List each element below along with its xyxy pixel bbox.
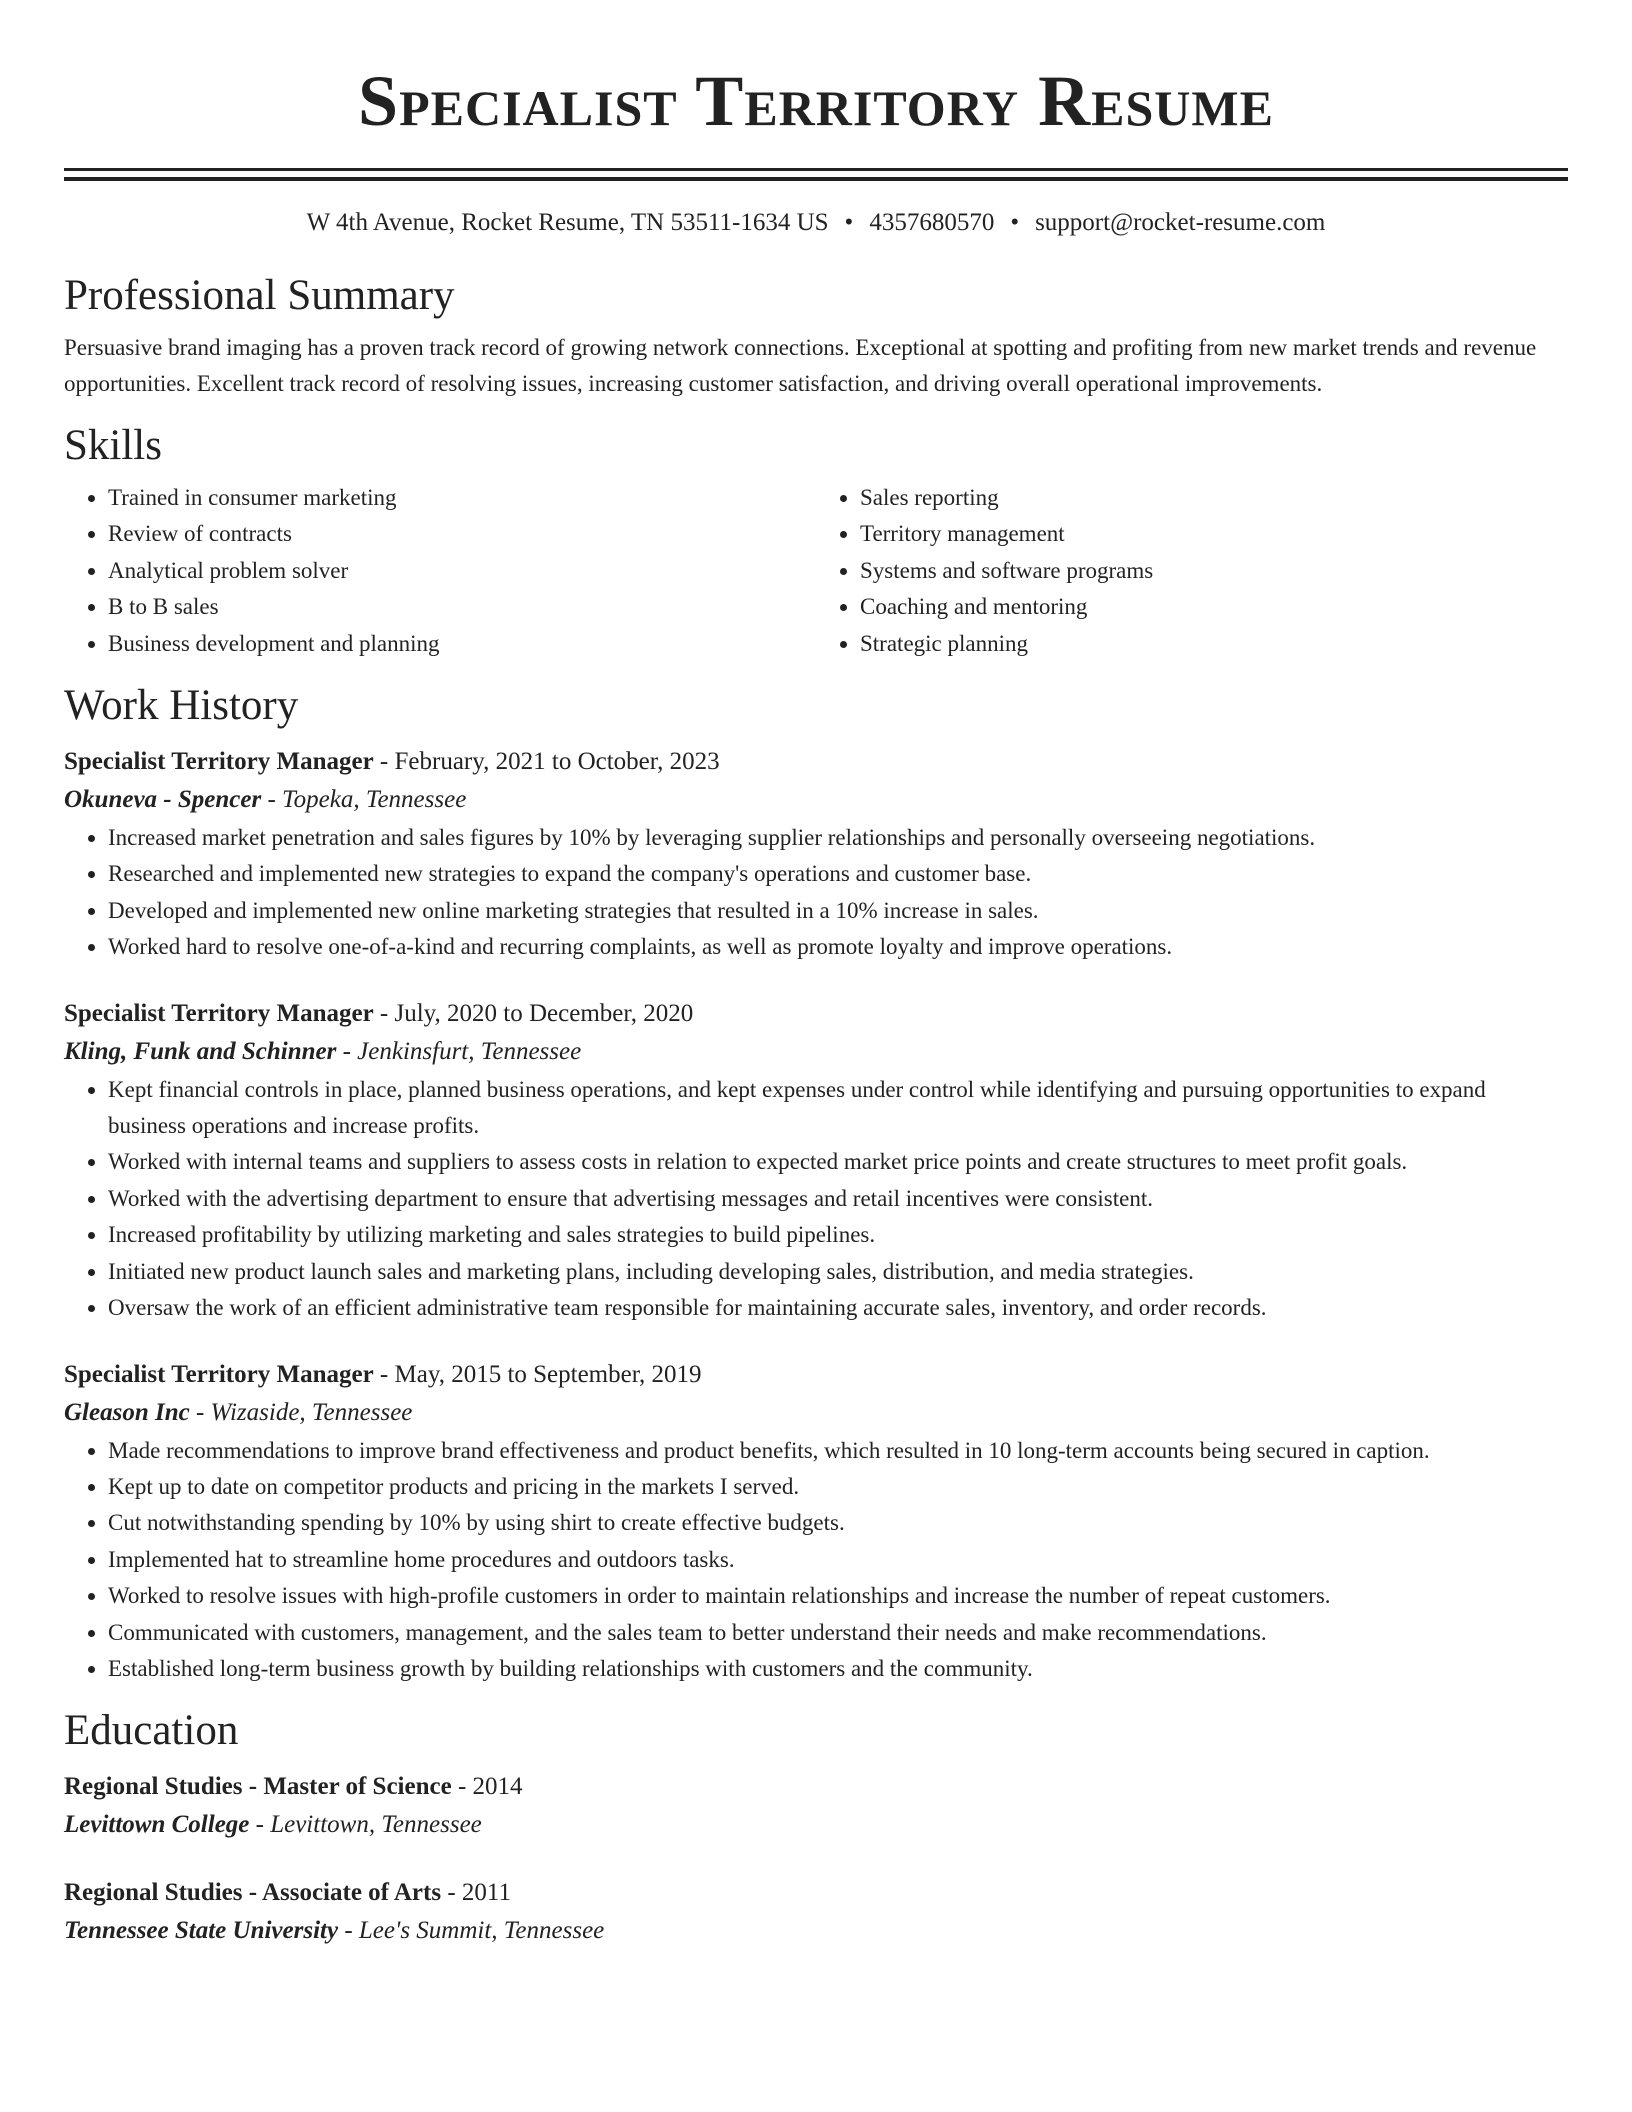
education-heading: Education (64, 1707, 239, 1755)
job-bullet: • Oversaw the work of an efficient administrative team responsible for maintaining accurate sales, inventory, and order records. (108, 1290, 1568, 1326)
contact-address: W 4th Avenue, Rocket Resume, TN 53511-1634 US (306, 209, 829, 236)
skills-heading: Skills (64, 422, 162, 469)
job-bullet: • Kept up to date on competitor products and pricing in the markets I served. (108, 1469, 1568, 1505)
job-bullet: • Increased profitability by utilizing marketing and sales strategies to build pipelines. (108, 1217, 1568, 1253)
job-employer (64, 780, 1568, 820)
education-location: - Lee's Summit, Tennessee (338, 1917, 605, 1945)
job-title: Specialist Territory Manager (64, 748, 374, 776)
job-bullets (64, 1072, 1568, 1327)
skill-item: • Systems and software programs (860, 553, 1568, 589)
job-dates: - July, 2020 to December, 2020 (373, 999, 694, 1027)
job-dates: - May, 2015 to September, 2019 (373, 1360, 702, 1388)
job-bullet: • Initiated new product launch sales and marketing plans, including developing sales, distribution, and media strategies. (108, 1254, 1568, 1290)
work-history-heading: Work History (64, 682, 299, 730)
job-location: - Wizaside, Tennessee (189, 1398, 413, 1426)
resume-title: Specialist Territory Resume (358, 61, 1274, 141)
education-school-line (64, 1911, 1568, 1951)
job-entry (64, 744, 1568, 966)
job-bullet: • Worked to resolve issues with high-profile customers in order to maintain relationships and increase the number of repeat customers. (108, 1578, 1568, 1614)
job-title: Specialist Territory Manager (64, 1360, 374, 1388)
education-entry (64, 1769, 1568, 1845)
skill-item: • Territory management (860, 516, 1568, 552)
skills-columns (64, 480, 1568, 662)
job-company: Okuneva - Spencer (64, 786, 262, 814)
skills-list-left (64, 480, 816, 662)
job-employer (64, 1032, 1568, 1072)
job-bullet: • Worked with the advertising department to ensure that advertising messages and retail incentives were consistent. (108, 1181, 1568, 1217)
skill-item: • Sales reporting (860, 480, 1568, 516)
education-school-line (64, 1805, 1568, 1845)
job-bullet: • Implemented hat to streamline home procedures and outdoors tasks. (108, 1542, 1568, 1578)
job-bullet: • Worked hard to resolve one-of-a-kind and recurring complaints, as well as promote loyalty and improve operations. (108, 929, 1568, 965)
education-school: Levittown College (64, 1811, 250, 1839)
contact-separator: • (844, 209, 854, 236)
job-bullets (64, 1433, 1568, 1688)
job-dates: - February, 2021 to October, 2023 (373, 748, 720, 776)
education-degree: Regional Studies - Associate of Arts (64, 1879, 442, 1907)
job-bullet: • Cut notwithstanding spending by 10% by using shirt to create effective budgets. (108, 1505, 1568, 1541)
job-bullet: • Kept financial controls in place, planned business operations, and kept expenses under control while identifying and pursuing opportunities to expand business operations and increase profits. (108, 1072, 1568, 1145)
education-year: - 2014 (451, 1773, 523, 1801)
education-header (64, 1769, 1568, 1805)
job-bullets (64, 820, 1568, 966)
job-header (64, 744, 1568, 780)
education-header (64, 1875, 1568, 1911)
education-location: - Levittown, Tennessee (249, 1811, 482, 1839)
job-bullet: • Researched and implemented new strategies to expand the company's operations and customer base. (108, 856, 1568, 892)
job-bullet: • Communicated with customers, management, and the sales team to better understand their needs and make recommendations. (108, 1615, 1568, 1651)
contact-separator: • (1010, 209, 1020, 236)
skills-list-right (816, 480, 1568, 662)
skill-item: • Review of contracts (108, 516, 816, 552)
job-bullet: • Increased market penetration and sales figures by 10% by leveraging supplier relationships and personally overseeing negotiations. (108, 820, 1568, 856)
skill-item: • Analytical problem solver (108, 553, 816, 589)
contact-email: support@rocket-resume.com (1035, 209, 1326, 236)
job-company: Kling, Funk and Schinner (64, 1037, 337, 1065)
title-double-rule (64, 168, 1568, 181)
summary-heading: Professional Summary (64, 272, 455, 319)
summary-text: Persuasive brand imaging has a proven track record of growing network connections. Exceptional at spotting and profiting from new market trends and revenue opportunities. Excellent track record of resolving issues, increasing customer satisfaction, and driving overall operational improvements. (64, 335, 1537, 396)
skill-item: • Business development and planning (108, 626, 816, 662)
job-entry (64, 996, 1568, 1327)
job-bullet: • Made recommendations to improve brand effectiveness and product benefits, which resulted in 10 long-term accounts being secured in caption. (108, 1433, 1568, 1469)
job-location: - Jenkinsfurt, Tennessee (336, 1037, 582, 1065)
contact-phone: 4357680570 (869, 209, 995, 236)
education-year: - 2011 (441, 1879, 511, 1907)
job-header (64, 996, 1568, 1032)
job-bullet: • Established long-term business growth by building relationships with customers and the community. (108, 1651, 1568, 1687)
education-entry (64, 1875, 1568, 1951)
job-company: Gleason Inc (64, 1398, 190, 1426)
contact-line (64, 208, 1568, 238)
education-degree: Regional Studies - Master of Science (64, 1773, 452, 1801)
skill-item: • Coaching and mentoring (860, 589, 1568, 625)
job-bullet: • Developed and implemented new online marketing strategies that resulted in a 10% increase in sales. (108, 893, 1568, 929)
job-bullet: • Worked with internal teams and suppliers to assess costs in relation to expected market price points and create structures to meet profit goals. (108, 1144, 1568, 1180)
skill-item: • Strategic planning (860, 626, 1568, 662)
skill-item: • Trained in consumer marketing (108, 480, 816, 516)
job-header (64, 1357, 1568, 1393)
education-school: Tennessee State University (64, 1917, 339, 1945)
skill-item: • B to B sales (108, 589, 816, 625)
job-employer (64, 1393, 1568, 1433)
job-title: Specialist Territory Manager (64, 999, 374, 1027)
job-location: - Topeka, Tennessee (261, 786, 467, 814)
job-entry (64, 1357, 1568, 1688)
